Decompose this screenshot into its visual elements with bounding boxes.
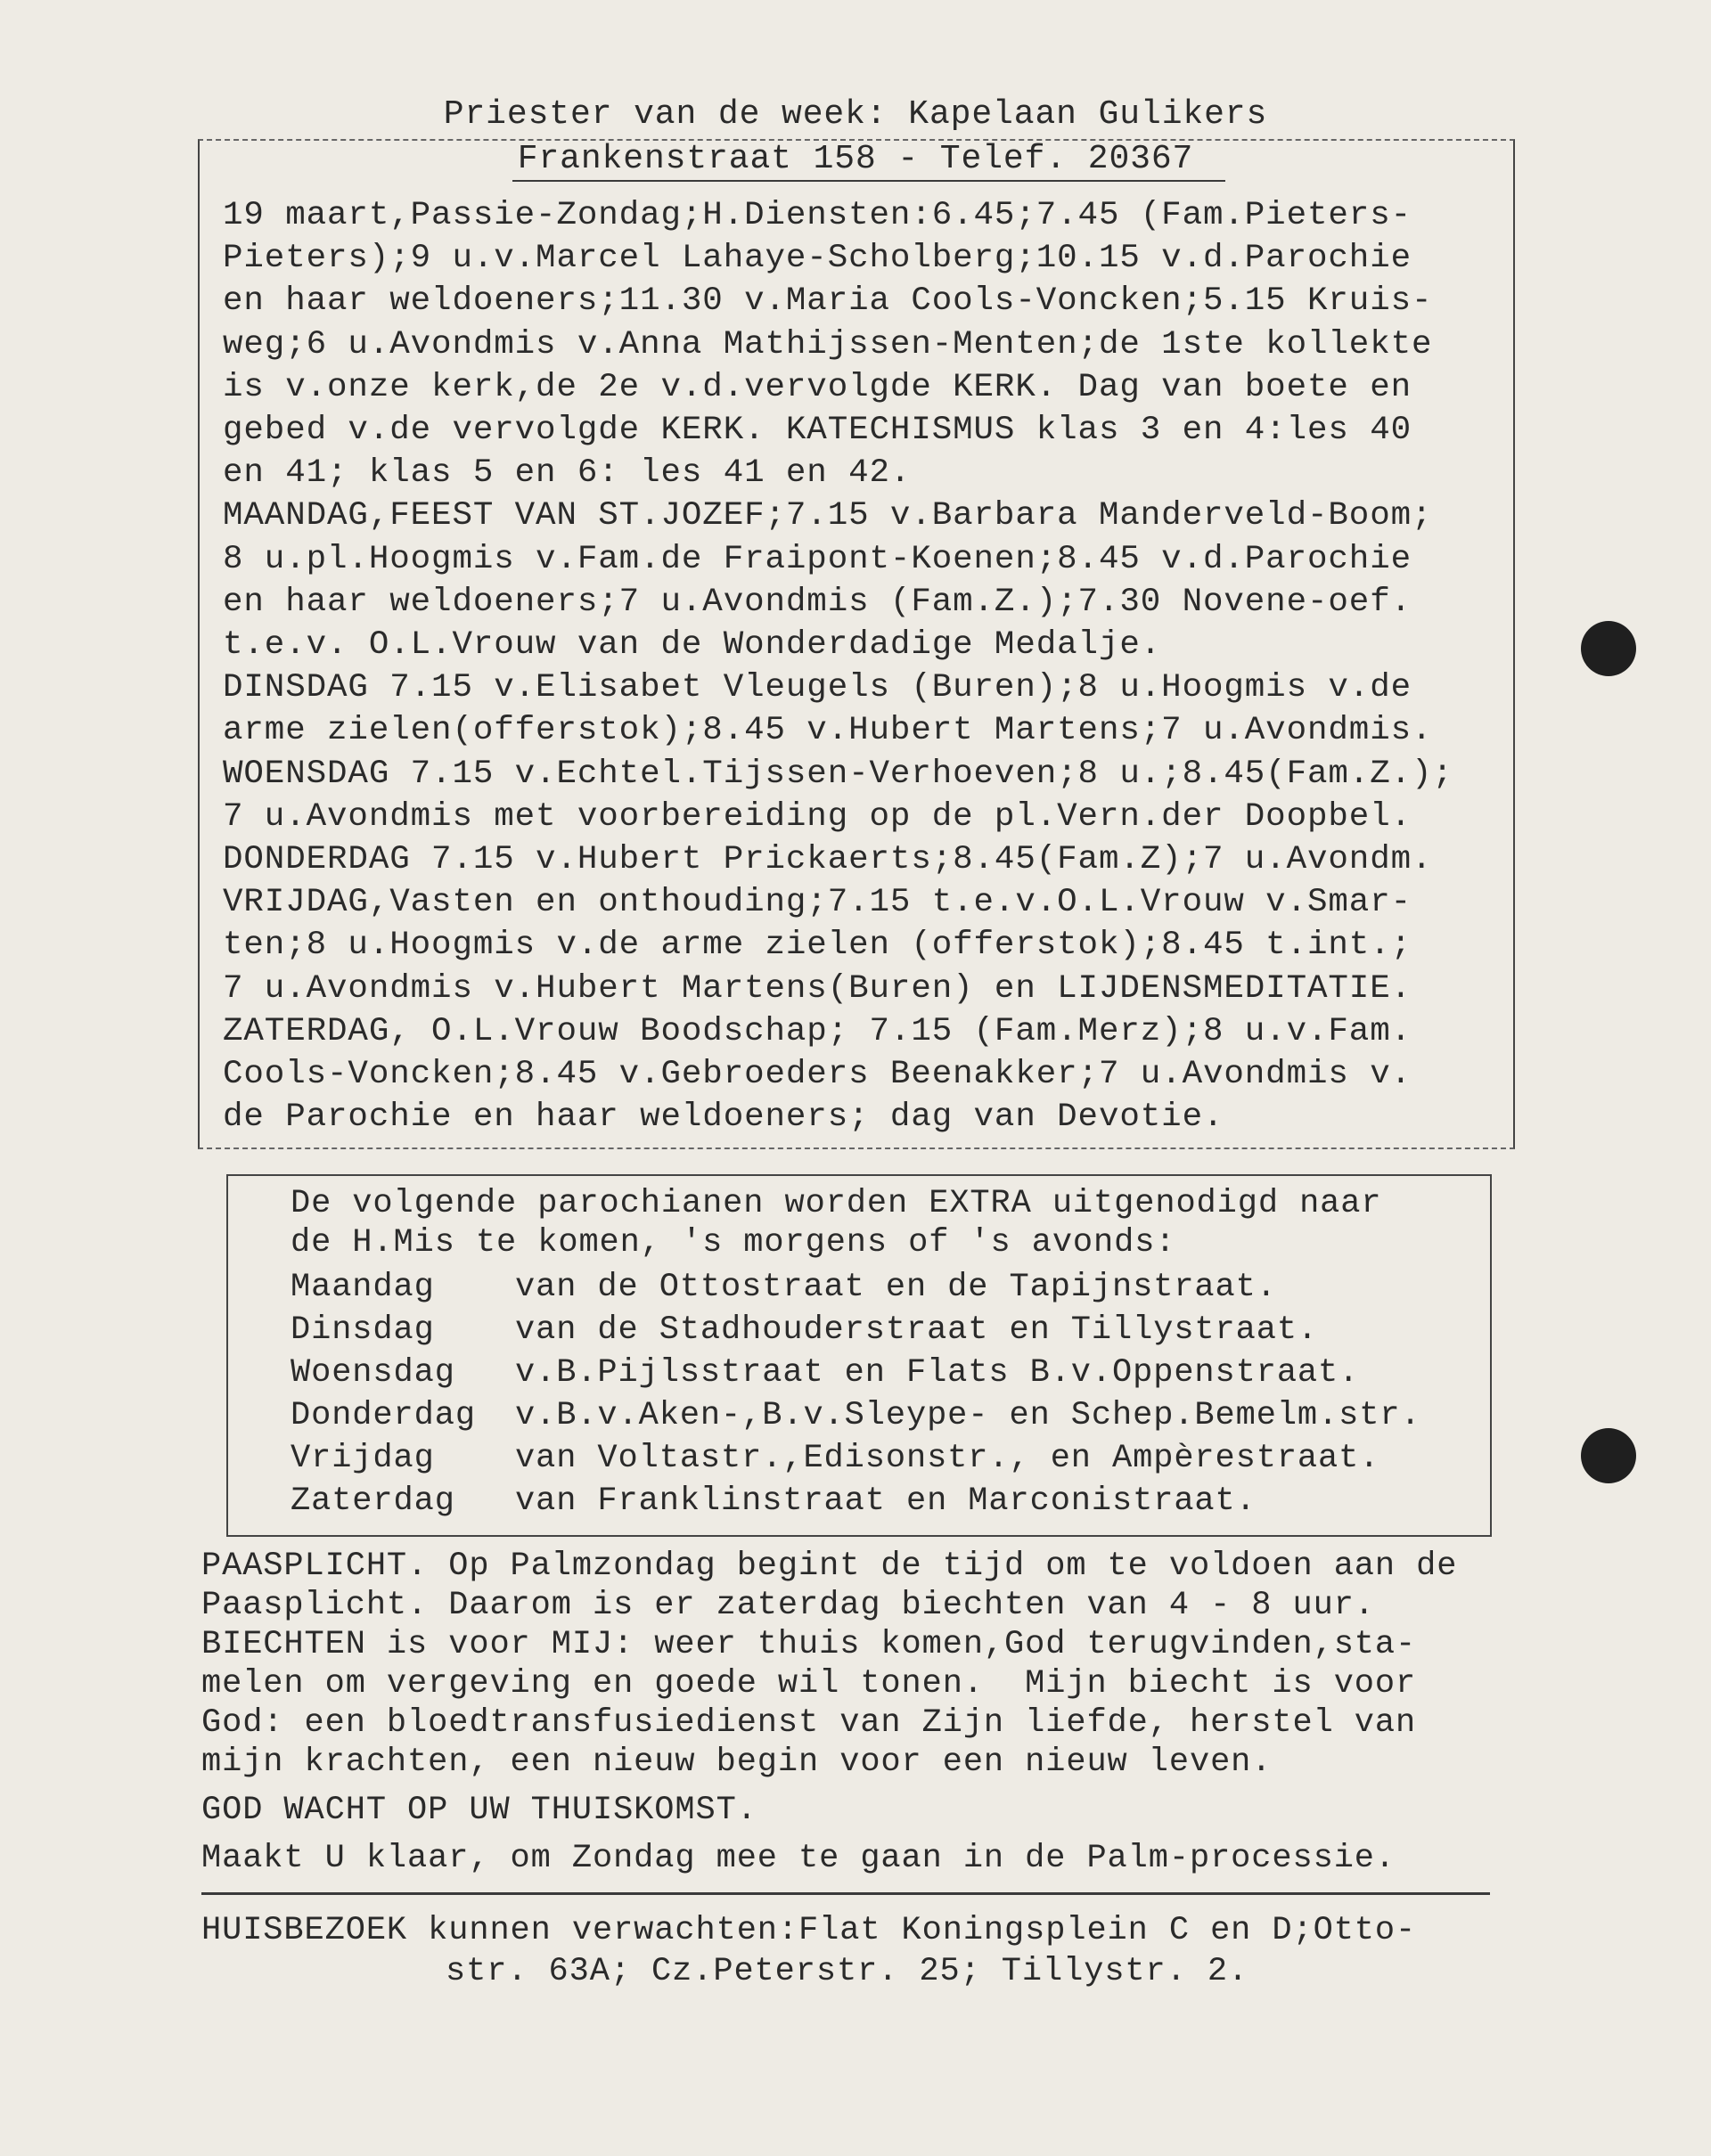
schedule-line: weg;6 u.Avondmis v.Anna Mathijssen-Menten;de 1ste kollekte: [223, 325, 1433, 363]
mass-schedule-text: [223, 194, 1453, 1139]
schedule-line: t.e.v. O.L.Vrouw van de Wonderdadige Medalje.: [223, 626, 1162, 665]
schedule-line: DONDERDAG 7.15 v.Hubert Prickaerts;8.45(Fam.Z);7 u.Avondm.: [223, 841, 1433, 879]
schedule-line: VRIJDAG,Vasten en onthouding;7.15 t.e.v.O.L.Vrouw v.Smar-: [223, 884, 1412, 922]
schedule-line: en 41; klas 5 en 6: les 41 en 42.: [223, 454, 912, 493]
invitation-row: [291, 1266, 1421, 1309]
header-priest-line: Priester van de week: Kapelaan Gulikers: [443, 95, 1268, 134]
paasplicht-line: PAASPLICHT. Op Palmzondag begint de tijd om te voldoen aan de: [201, 1548, 1458, 1585]
invitation-row: [291, 1352, 1421, 1394]
invitation-day: Zaterdag: [291, 1482, 455, 1520]
invitation-day: Donderdag: [291, 1397, 476, 1434]
invitation-streets: van Voltastr.,Edisonstr., en Ampèrestraat.: [515, 1440, 1380, 1477]
invitation-row: [291, 1437, 1421, 1480]
invitation-day: Maandag: [291, 1269, 435, 1306]
spacer: [201, 1830, 1457, 1839]
biechten-line: God: een bloedtransfusiedienst van Zijn liefde, herstel van: [201, 1704, 1417, 1742]
invitation-day: Dinsdag: [291, 1311, 435, 1349]
invitation-day: Woensdag: [291, 1354, 455, 1392]
schedule-line: DINSDAG 7.15 v.Elisabet Vleugels (Buren);8 u.Hoogmis v.de: [223, 669, 1412, 707]
invitation-streets: van Franklinstraat en Marconistraat.: [515, 1482, 1257, 1520]
schedule-line: 19 maart,Passie-Zondag;H.Diensten:6.45;7.45 (Fam.Pieters-: [223, 197, 1412, 234]
invitation-day: Vrijdag: [291, 1440, 435, 1477]
footer-divider: [201, 1892, 1490, 1895]
schedule-line: MAANDAG,FEEST VAN ST.JOZEF;7.15 v.Barbara Manderveld-Boom;: [223, 497, 1433, 535]
schedule-line: ZATERDAG, O.L.Vrouw Boodschap; 7.15 (Fam.Merz);8 u.v.Fam.: [223, 1012, 1412, 1050]
announcements: [201, 1547, 1457, 1878]
invitation-intro-line: de H.Mis te komen, 's morgens of 's avonds:: [291, 1224, 1176, 1262]
biechten-line: BIECHTEN is voor MIJ: weer thuis komen,God terugvinden,sta-: [201, 1626, 1417, 1663]
invitation-streets: v.B.v.Aken-,B.v.Sleype- en Schep.Bemelm.str.: [515, 1397, 1421, 1434]
god-wacht-line: GOD WACHT OP UW THUISKOMST.: [201, 1792, 757, 1829]
invitation-schedule: [291, 1266, 1421, 1523]
house-visit-footer: [201, 1910, 1416, 1992]
schedule-line: is v.onze kerk,de 2e v.d.vervolgde KERK. Dag van boete en: [223, 368, 1412, 406]
schedule-line: WOENSDAG 7.15 v.Echtel.Tijssen-Verhoeven;8 u.;8.45(Fam.Z.);: [223, 755, 1453, 793]
invitation-intro-line: De volgende parochianen worden EXTRA uitgenodigd naar: [291, 1185, 1382, 1222]
schedule-line: 7 u.Avondmis v.Hubert Martens(Buren) en LIJDENSMEDITATIE.: [223, 969, 1412, 1008]
schedule-line: de Parochie en haar weldoeners; dag van Devotie.: [223, 1098, 1224, 1137]
footer-line: HUISBEZOEK kunnen verwachten:Flat Koningsplein C en D;Otto-: [201, 1912, 1417, 1949]
invitation-streets: van de Stadhouderstraat en Tillystraat.: [515, 1311, 1319, 1349]
schedule-line: en haar weldoeners;7 u.Avondmis (Fam.Z.);7.30 Novene-oef.: [223, 583, 1412, 621]
schedule-line: en haar weldoeners;11.30 v.Maria Cools-Voncken;5.15 Kruis-: [223, 282, 1433, 321]
spacer: [201, 1782, 1457, 1791]
paasplicht-line: Paasplicht. Daarom is er zaterdag biechten van 4 - 8 uur.: [201, 1587, 1375, 1624]
punch-hole: [1581, 1428, 1636, 1483]
invitation-row: [291, 1480, 1421, 1523]
biechten-line: melen om vergeving en goede wil tonen. Mijn biecht is voor: [201, 1665, 1417, 1703]
invitation-streets: van de Ottostraat en de Tapijnstraat.: [515, 1269, 1277, 1306]
schedule-line: ten;8 u.Hoogmis v.de arme zielen (offerstok);8.45 t.int.;: [223, 927, 1412, 965]
invitation-streets: v.B.Pijlsstraat en Flats B.v.Oppenstraat.: [515, 1354, 1360, 1392]
header-address-line: Frankenstraat 158 - Telef. 20367: [517, 140, 1194, 178]
schedule-line: 7 u.Avondmis met voorbereiding op de pl.Vern.der Doopbel.: [223, 797, 1412, 836]
invitation-intro: [291, 1184, 1382, 1262]
punch-hole: [1581, 621, 1636, 676]
biechten-line: mijn krachten, een nieuw begin voor een nieuw leven.: [201, 1744, 1273, 1781]
schedule-line: gebed v.de vervolgde KERK. KATECHISMUS klas 3 en 4:les 40: [223, 412, 1412, 450]
schedule-line: Cools-Voncken;8.45 v.Gebroeders Beenakker;7 u.Avondmis v.: [223, 1056, 1412, 1094]
invitation-row: [291, 1394, 1421, 1437]
invitation-row: [291, 1309, 1421, 1352]
schedule-line: 8 u.pl.Hoogmis v.Fam.de Fraipont-Koenen;8.45 v.d.Parochie: [223, 540, 1412, 578]
schedule-line: Pieters);9 u.v.Marcel Lahaye-Scholberg;10.15 v.d.Parochie: [223, 240, 1412, 278]
palm-procession-line: Maakt U klaar, om Zondag mee te gaan in de Palm-processie.: [201, 1840, 1396, 1877]
footer-line: str. 63A; Cz.Peterstr. 25; Tillystr. 2.: [446, 1953, 1249, 1990]
header-underline: [512, 180, 1225, 182]
schedule-line: arme zielen(offerstok);8.45 v.Hubert Martens;7 u.Avondmis.: [223, 712, 1433, 750]
